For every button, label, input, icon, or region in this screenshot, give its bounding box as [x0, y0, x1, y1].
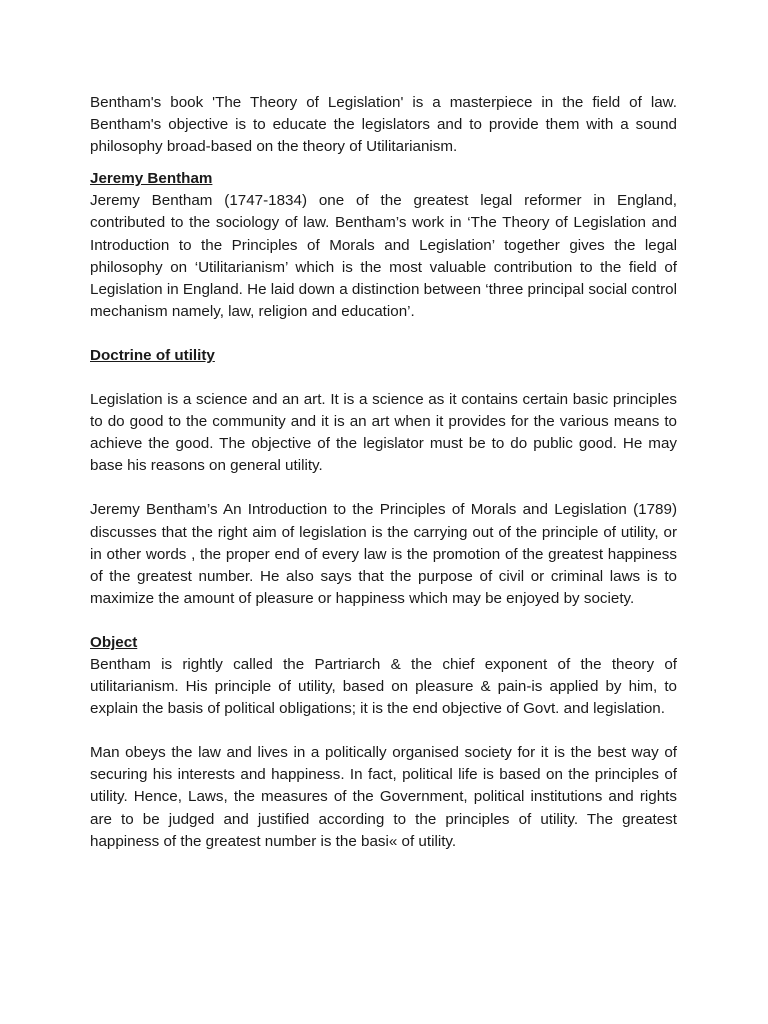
paragraph-legislation-science: Legislation is a science and an art. It is a science as it contains certain basic principles to do good to the community and it is an art when it provides for the various means to achieve the good. The objective of the legislator must be to do public good. He may base his reasons on general utility. — [90, 391, 677, 475]
paragraph-partriarch: Bentham is rightly called the Partriarch & the chief exponent of the theory of utilitarianism. His principle of utility, based on pleasure & pain-is applied by him, to explain the basis of political obligations; it is the end objective of Govt. and legislation. — [90, 655, 677, 718]
heading-jeremy-bentham: Jeremy Bentham — [90, 170, 213, 188]
paragraph-man-obeys-law: Man obeys the law and lives in a politically organised society for it is the best way of securing his interests and happiness. In fact, political life is based on the principles of utility. Hence, Laws, the measures of the Government, political institutions and rights are to be judged and justified according to the principles of utility. The greatest happiness of the greatest number is the basi« of utility. — [90, 744, 677, 850]
intro-paragraph: Bentham's book 'The Theory of Legislation' is a masterpiece in the field of law. Bentham's objective is to educate the legislators and to provide them with a sound philosophy broad-based on the theory of Utilitarianism. — [90, 94, 677, 156]
heading-doctrine-of-utility: Doctrine of utility — [90, 346, 215, 364]
paragraph-bentham-bio: Jeremy Bentham (1747-1834) one of the greatest legal reformer in England, contributed to the sociology of law. Bentham’s work in ‘The Theory of Legislation and Introduction to the Principles of Morals and Legislation’ together gives the legal philosophy on ‘Utilitarianism’ which is the most valuable contribution to the field of Legislation in England. He laid down a distinction between ‘three principal social control mechanism namely, law, religion and education’. — [90, 192, 677, 320]
heading-object: Object — [90, 633, 138, 651]
paragraph-introduction-principles: Jeremy Bentham’s An Introduction to the Principles of Morals and Legislation (1789) discusses that the right aim of legislation is the carrying out of the principle of utility, or in other words , the proper end of every law is the promotion of the greatest happiness of the greatest number. He also says that the purpose of civil or criminal laws is to maximize the amount of pleasure or happiness which may be enjoyed by society. — [90, 501, 677, 607]
document-page — [90, 92, 677, 853]
